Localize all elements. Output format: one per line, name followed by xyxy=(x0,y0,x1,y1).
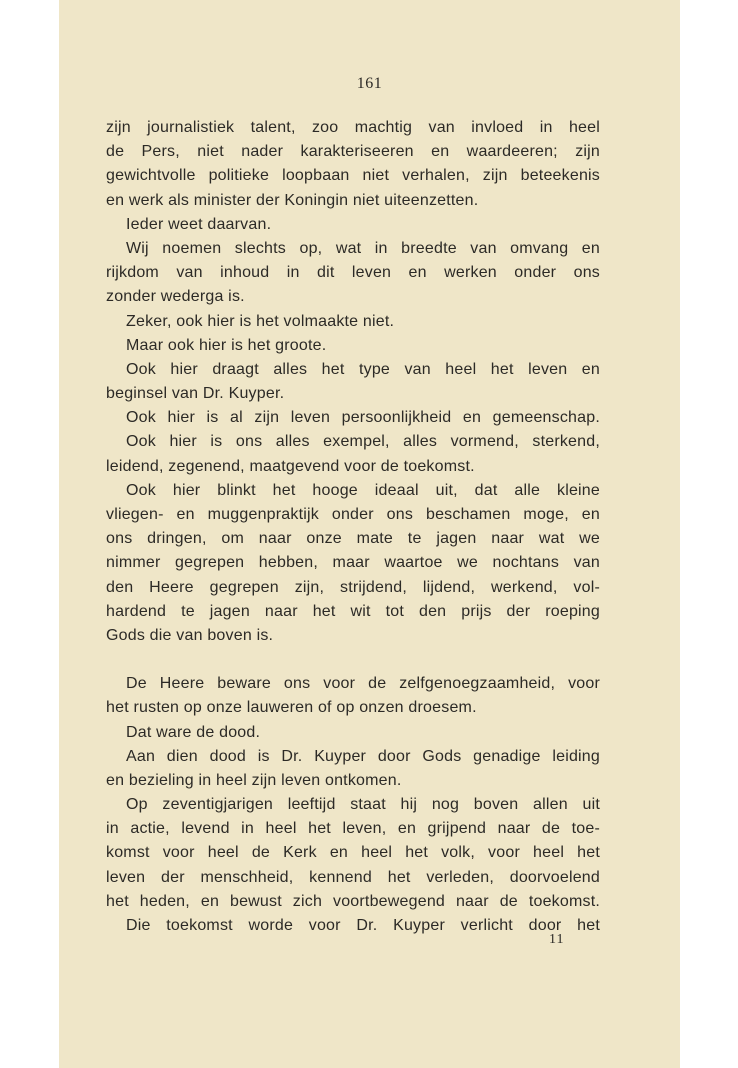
text-line: Ook hier is ons alles exempel, alles vormend, sterkend, xyxy=(126,433,600,451)
text-line: beginsel van Dr. Kuyper. xyxy=(106,385,285,403)
text-line: Op zeventigjarigen leeftijd staat hij nog boven allen uit xyxy=(126,796,600,814)
text-line: en bezieling in heel zijn leven ontkomen. xyxy=(106,771,402,789)
text-line: leidend, zegenend, maatgevend voor de toekomst. xyxy=(106,457,475,475)
text-line: ons dringen, om naar onze mate te jagen naar wat we xyxy=(106,530,600,548)
text-line: den Heere gegrepen zijn, strijdend, lijdend, werkend, vol- xyxy=(106,578,600,596)
text-line: Ook hier draagt alles het type van heel het leven en xyxy=(126,360,600,378)
text-line: het rusten op onze lauweren of op onzen droesem. xyxy=(106,699,477,717)
text-line: Gods die van boven is. xyxy=(106,626,274,644)
text-line: hardend te jagen naar het wit tot den prijs der roeping xyxy=(106,602,600,620)
text-line: Ieder weet daarvan. xyxy=(126,215,272,233)
text-line: Dat ware de dood. xyxy=(126,723,261,741)
text-line: de Pers, niet nader karakteriseeren en waardeeren; zijn xyxy=(106,143,600,161)
page-number: 161 xyxy=(356,75,383,92)
text-line: Maar ook hier is het groote. xyxy=(126,336,327,354)
text-line: nimmer gegrepen hebben, maar waartoe we nochtans van xyxy=(106,554,600,572)
text-line: Wij noemen slechts op, wat in breedte van omvang en xyxy=(126,239,600,257)
text-line: Ook hier is al zijn leven persoonlijkheid en gemeenschap. xyxy=(126,409,600,427)
text-line: Die toekomst worde voor Dr. Kuyper verlicht door het xyxy=(126,917,600,934)
text-line: en werk als minister der Koningin niet uiteenzetten. xyxy=(106,191,479,209)
text-line: De Heere beware ons voor de zelfgenoegzaamheid, voor xyxy=(126,675,600,693)
text-line: Ook hier blinkt het hooge ideaal uit, dat alle kleine xyxy=(126,481,600,499)
book-page xyxy=(59,0,680,1068)
text-line: in actie, levend in heel het leven, en grijpend naar de toe- xyxy=(106,820,600,838)
text-line: rijkdom van inhoud in dit leven en werken onder ons xyxy=(106,264,600,282)
text-line: gewichtvolle politieke loopbaan niet verhalen, zijn beteekenis xyxy=(106,167,600,185)
text-line: leven der menschheid, kennend het verleden, doorvoelend xyxy=(106,868,600,886)
signature-mark: 11 xyxy=(549,932,565,947)
paragraph-gap xyxy=(106,648,600,672)
text-line: vliegen- en muggenpraktijk onder ons beschamen moge, en xyxy=(106,506,600,523)
text-line: het heden, en bewust zich voortbewegend naar de toekomst. xyxy=(106,892,600,910)
text-line: zonder wederga is. xyxy=(106,288,245,306)
text-line: komst voor heel de Kerk en heel het volk, voor heel het xyxy=(106,844,600,862)
text-line: Aan dien dood is Dr. Kuyper door Gods genadige leiding xyxy=(126,747,600,765)
text-line: zijn journalistiek talent, zoo machtig van invloed in heel xyxy=(106,119,600,136)
text-line: Zeker, ook hier is het volmaakte niet. xyxy=(126,312,395,330)
body-text xyxy=(106,116,600,938)
